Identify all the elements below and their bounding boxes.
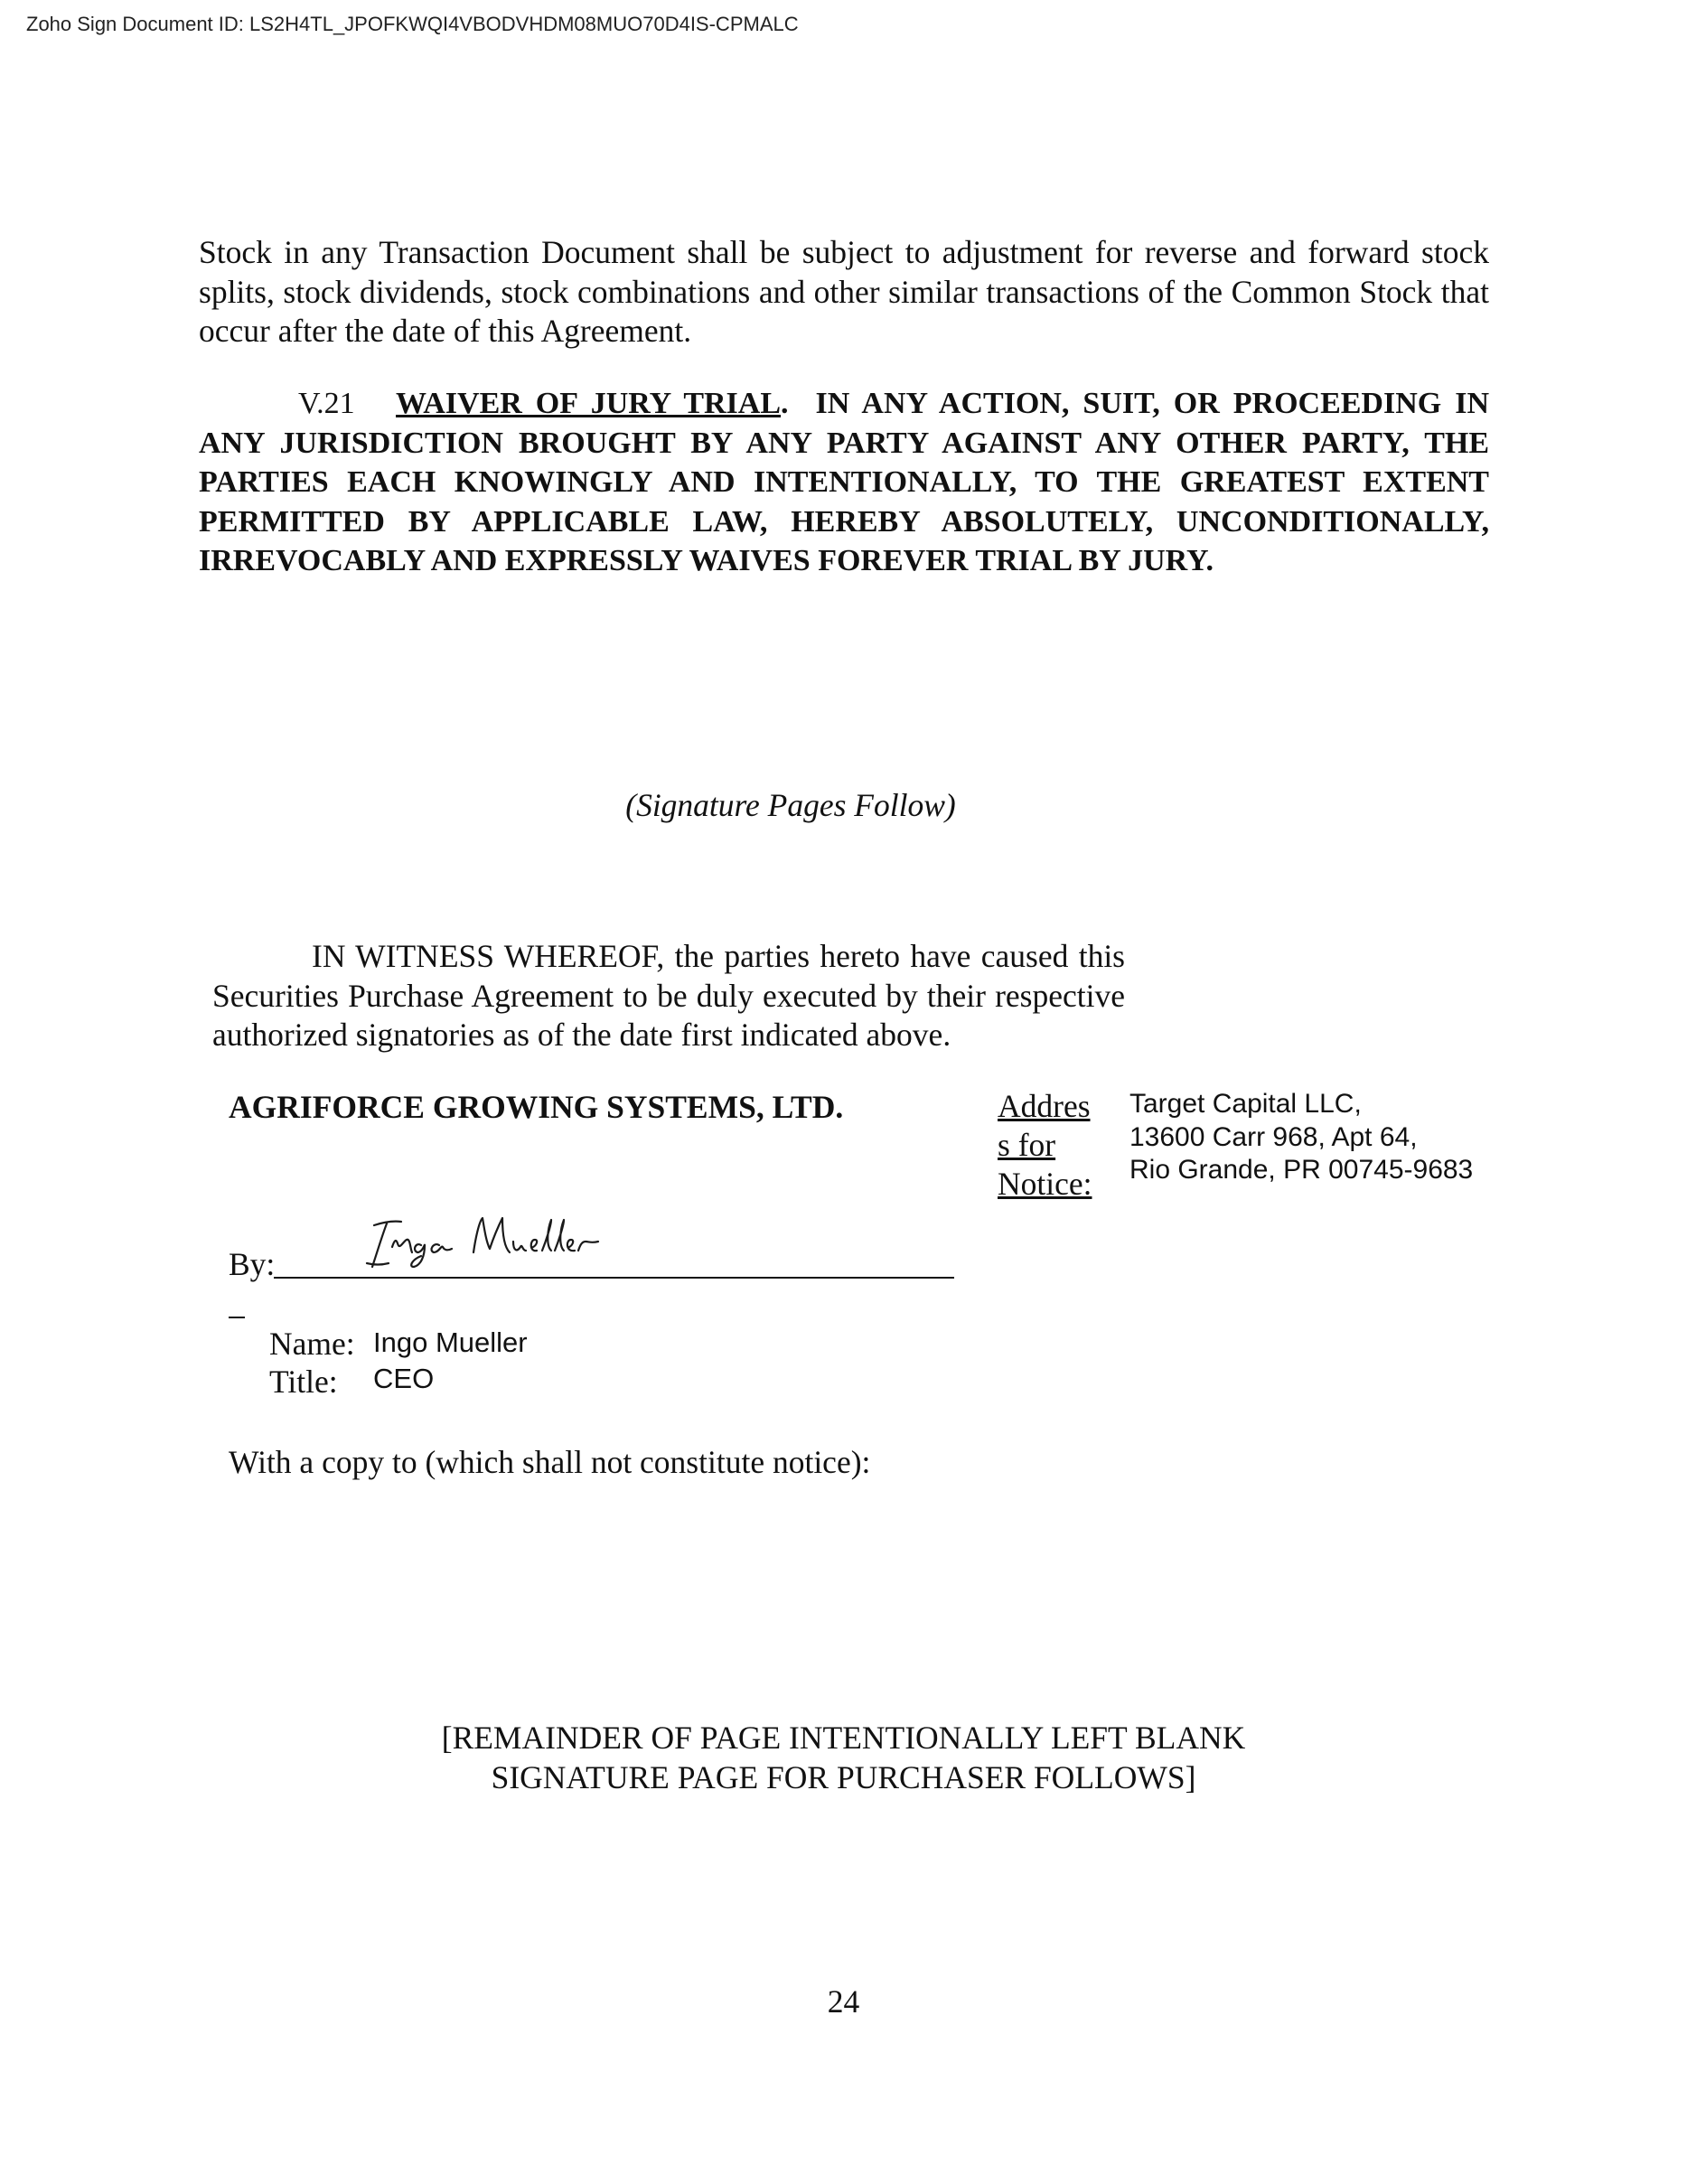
section-heading-punct: . [781, 387, 789, 420]
jury-waiver-section [199, 384, 1489, 581]
section-text: IN ANY ACTION, SUIT, OR PROCEEDING IN ANY JURISDICTION BROUGHT BY ANY PARTY AGAINST ANY OTHER PARTY, THE PARTIES EACH KNOWINGLY AND INTENTIONALLY, TO THE GREATEST EXTENT PERMITTED BY APPLICABLE LAW, HEREBY ABSOLUTELY, UNCONDITIONALLY, IRREVOCABLY AND EXPRESSLY WAIVES FOREVER TRIAL BY JURY. [199, 387, 1489, 578]
address-label-line: Addres [998, 1088, 1091, 1124]
page-number: 24 [827, 1983, 860, 2020]
signer-title: CEO [373, 1363, 435, 1394]
signature-line [274, 1277, 954, 1279]
name-label: Name: [269, 1326, 355, 1362]
signature-pages-follow-note: (Signature Pages Follow) [625, 787, 956, 823]
stock-adjustment-paragraph: Stock in any Transaction Document shall be subject to adjustment for reverse and forward stock splits, stock dividends, stock combinations and other similar transactions of the Common Stock that occur after the date of this Agreement. [199, 234, 1489, 350]
by-label: By: [229, 1246, 276, 1282]
address-label-line: s for [998, 1127, 1056, 1163]
copy-to-line: With a copy to (which shall not constitute notice): [229, 1444, 871, 1480]
document-id-header: Zoho Sign Document ID: LS2H4TL_JPOFKWQI4VBODVHDM08MUO70D4IS-CPMALC [26, 13, 799, 35]
company-name: AGRIFORCE GROWING SYSTEMS, LTD. [229, 1089, 844, 1125]
address-line: 13600 Carr 968, Apt 64, [1129, 1121, 1418, 1152]
notice-address [1129, 1088, 1473, 1187]
signature-line-stub [229, 1317, 245, 1318]
address-line: Rio Grande, PR 00745-9683 [1129, 1155, 1474, 1185]
address-line: Target Capital LLC, [1129, 1089, 1362, 1119]
remainder-line: SIGNATURE PAGE FOR PURCHASER FOLLOWS] [491, 1759, 1196, 1795]
section-heading: WAIVER OF JURY TRIAL [396, 387, 782, 420]
handwritten-signature [361, 1211, 651, 1274]
signer-name: Ingo Mueller [373, 1326, 528, 1358]
witness-paragraph: IN WITNESS WHEREOF, the parties hereto have caused this Securities Purchase Agreement to be duly executed by their respective authorized signatories as of the date first indicated above. [212, 938, 1125, 1054]
remainder-line: [REMAINDER OF PAGE INTENTIONALLY LEFT BLANK [441, 1720, 1246, 1756]
remainder-notice [0, 1718, 1687, 1797]
title-label: Title: [269, 1364, 338, 1400]
section-number: V.21 [298, 387, 355, 420]
address-for-notice-label [998, 1087, 1106, 1204]
address-label-line: Notice: [998, 1166, 1092, 1202]
